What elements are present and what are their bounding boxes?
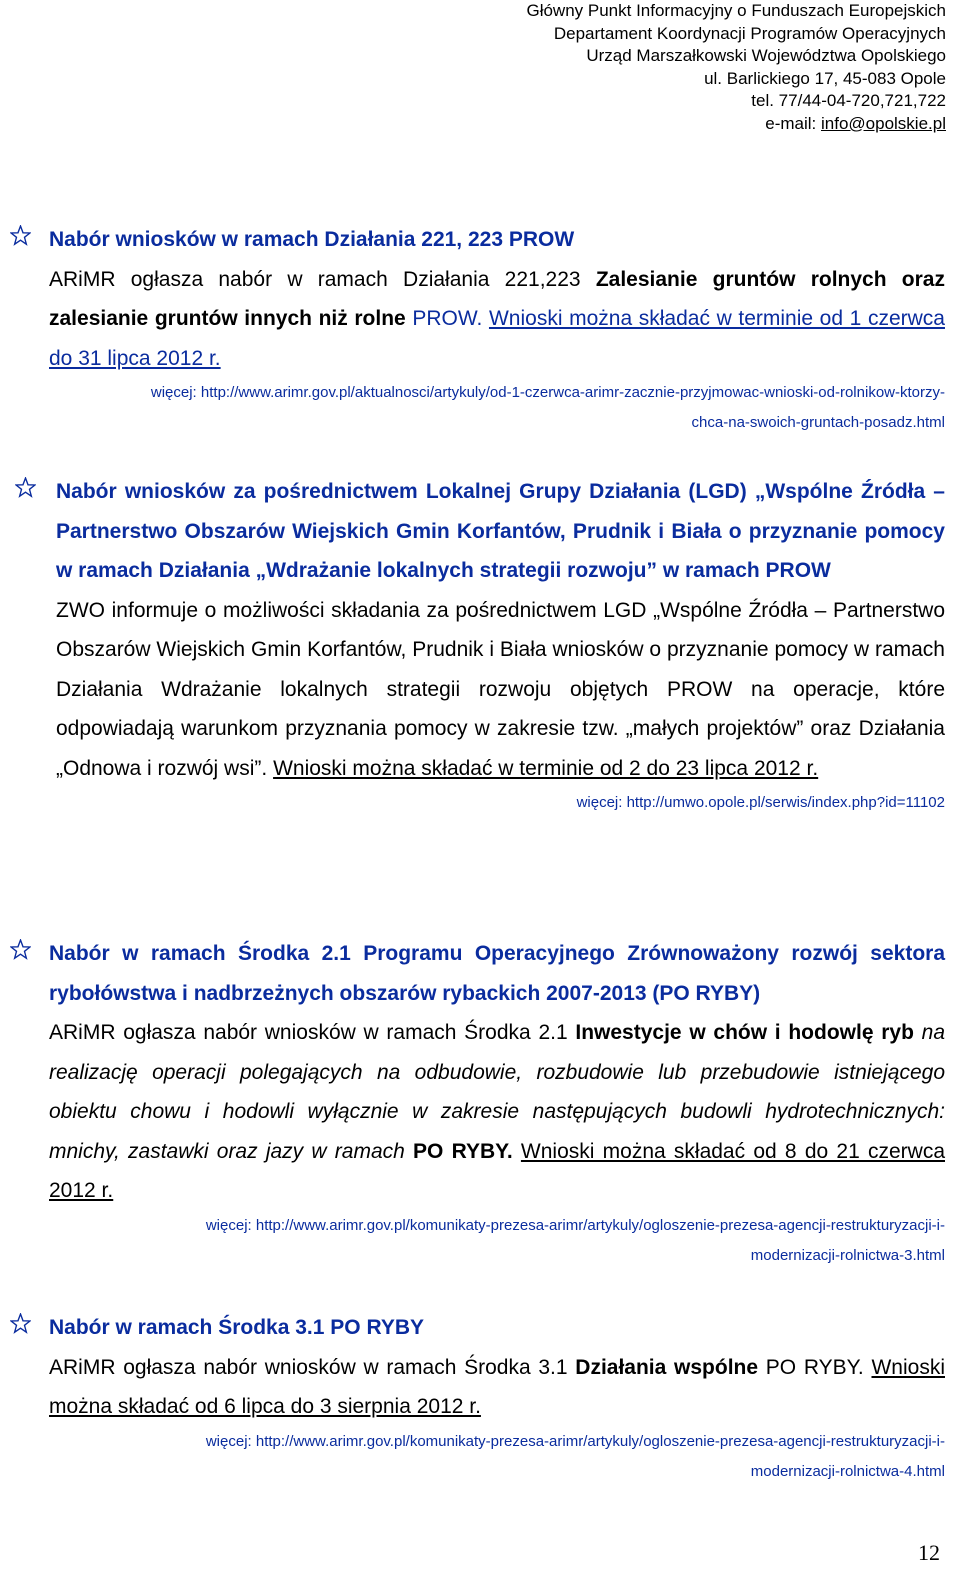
email-label: e-mail: — [765, 113, 821, 133]
header-line-5: tel. 77/44-04-720,721,722 — [751, 91, 946, 110]
item-title: Nabór w ramach Środka 2.1 Programu Operacyjnego Zrównoważony rozwój sektora rybołówstwa i nadbrzeżnych obszarów rybackich 2007-2013 (PO RYBY) — [49, 942, 945, 1005]
deadline-text: Wnioski można składać od 6 lipca do 3 sierpnia 2012 r. — [49, 1355, 945, 1418]
more-link[interactable]: więcej: http://www.arimr.gov.pl/aktualnosci/artykuly/od-1-czerwca-arimr-zacznie-przyjmowac-wnioski-od-rolnikow-ktorzy- chca-na-swoich-gruntach-posadz.html — [150, 384, 945, 431]
header-line-4: ul. Barlickiego 17, 45-083 Opole — [704, 68, 946, 88]
more-link[interactable]: więcej: http://www.arimr.gov.pl/komunikaty-prezesa-arimr/artykuly/ogloszenie-prezesa-agencji-restrukturyzacji-i- modernizacji-rolnictwa-3.html — [205, 1216, 945, 1264]
item-title: Nabór wniosków w ramach Działania 221, 223 PROW — [49, 228, 575, 251]
item-title: Nabór w ramach Środka 3.1 PO RYBY — [49, 1316, 425, 1339]
deadline-text: Wnioski można składać w terminie od 2 do 23 lipca 2012 r. — [273, 756, 819, 780]
more-link[interactable]: więcej: http://www.arimr.gov.pl/komunikaty-prezesa-arimr/artykuly/ogloszenie-prezesa-agencji-restrukturyzacji-i- modernizacji-rolnictwa-4.html — [205, 1432, 945, 1480]
star-bullet-icon — [10, 1313, 31, 1334]
contact-header — [526, 0, 946, 135]
item-body: ARiMR ogłasza nabór wniosków w ramach Środka 2.1 Inwestycje w chów i hodowlę ryb na realizację operacji polegających na odbudowie, rozbudowie lub przebudowie istniejącego obiektu chowu i hodowli wyłącznie w zakresie następujących budowli hydrotechnicznych: mnichy, zastawki oraz jazy w ramach PO RYBY. Wnioski można składać od 8 do 21 czerwca 2012 r. — [49, 1021, 946, 1202]
item-body: ZWO informuje o możliwości składania za pośrednictwem LGD „Wspólne Źródła – Partnerstwo Obszarów Wiejskich Gmin Korfantów, Prudnik i Biała wniosków o przyznanie pomocy w ramach Działania Wdrażanie lokalnych strategii rozwoju objętych PROW na operacje, które odpowiadają warunkom przyznania pomocy w zakresie tzw. „małych projektów” oraz Działania „Odnowa i rozwój wsi”. Wnioski można składać w terminie od 2 do 23 lipca 2012 r. — [56, 598, 945, 780]
star-bullet-icon — [15, 477, 36, 498]
header-line-2: Departament Koordynacji Programów Operacyjnych — [553, 23, 946, 43]
more-link[interactable]: więcej: http://umwo.opole.pl/serwis/index.php?id=11102 — [576, 794, 945, 811]
page-number: 12 — [918, 1540, 940, 1565]
item-title: Nabór wniosków za pośrednictwem Lokalnej Grupy Działania (LGD) „Wspólne Źródła – Partnerstwo Obszarów Wiejskich Gmin Korfantów, Prudnik i Biała o przyznanie pomocy w ramach Działania „Wdrażanie lokalnych strategii rozwoju” w ramach PROW — [56, 480, 945, 582]
header-email-line — [526, 113, 946, 136]
header-line-3: Urząd Marszałkowski Województwa Opolskiego — [586, 46, 946, 65]
item-body: ARiMR ogłasza nabór w ramach Działania 221,223 Zalesianie gruntów rolnych oraz zalesianie gruntów innych niż rolne PROW. Wnioski można składać w terminie od 1 czerwca do 31 lipca 2012 r. — [49, 267, 945, 370]
star-bullet-icon — [10, 939, 31, 960]
header-line-1: Główny Punkt Informacyjny o Funduszach Europejskich — [526, 1, 946, 20]
item-body: ARiMR ogłasza nabór wniosków w ramach Środka 3.1 Działania wspólne PO RYBY. Wnioski można składać od 6 lipca do 3 sierpnia 2012 r. — [49, 1355, 945, 1418]
deadline-text: Wnioski można składać w terminie od 1 czerwca do 31 lipca 2012 r. — [49, 307, 945, 370]
email-link[interactable]: info@opolskie.pl — [821, 113, 946, 133]
star-bullet-icon — [10, 225, 31, 246]
deadline-text: Wnioski można składać od 8 do 21 czerwca 2012 r. — [49, 1139, 945, 1202]
